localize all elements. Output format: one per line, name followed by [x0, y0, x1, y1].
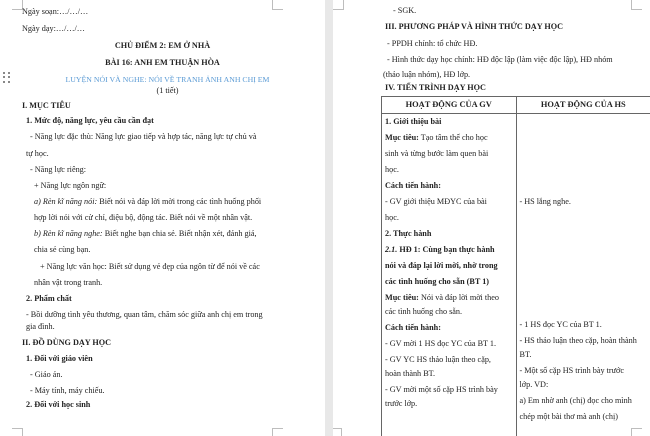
lesson-duration: (1 tiết) [156, 86, 179, 95]
section-heading-objectives: I. MỤC TIÊU [22, 101, 71, 110]
text-line: - 1 HS đọc YC của BT 1. [519, 320, 602, 329]
text-line: gia đình. [26, 322, 55, 331]
section-heading-process: IV. TIẾN TRÌNH DẠY HỌC [385, 83, 486, 92]
text-span: Nói và đáp lời mời theo [418, 293, 499, 302]
text-span: Biết nói và đáp lời mời trong các tình huống phối [97, 197, 262, 206]
text-span: Biết nghe bạn chia sẻ. Biết nhận xét, đánh giá, [102, 229, 257, 238]
activity-title: 2. Thực hành [385, 229, 432, 238]
text-line [34, 229, 257, 239]
theme-title: CHỦ ĐIỂM 2: EM Ở NHÀ [114, 41, 211, 50]
subheading-student: 2. Đối với học sinh [26, 400, 91, 409]
text-line: BT. [519, 350, 532, 359]
page-corner-mark [12, 428, 23, 436]
text-line: chia sẻ cùng bạn. [34, 245, 91, 254]
text-line: chép một bài thơ mà anh (chị) [519, 412, 618, 421]
text-line: các tình huống cho sẵn. [385, 307, 463, 316]
subheading-competencies: 1. Mức độ, năng lực, yêu cầu cần đạt [26, 116, 154, 125]
text-line: lớp. VD: [519, 380, 549, 389]
text-line: - Năng lực riêng: [30, 165, 87, 174]
page-corner-mark [333, 428, 342, 436]
date-prepared: Ngày soạn:…/…/… [22, 7, 89, 16]
table-row [382, 114, 650, 436]
page-gutter [325, 0, 333, 436]
text-span: HĐ 1: Cùng bạn thực hành [397, 245, 495, 254]
label: Mục tiêu: [385, 293, 419, 302]
text-line: trước lớp. [385, 399, 418, 408]
section-heading-methods: III. PHƯƠNG PHÁP VÀ HÌNH THỨC DẠY HỌC [385, 22, 564, 31]
page-corner-mark [272, 428, 283, 436]
text-line: - Hình thức dạy học chính: HĐ độc lập (làm việc độc lập), HĐ nhóm [387, 55, 613, 64]
column-header-student: HOẠT ĐỘNG CỦA HS [516, 97, 650, 114]
text-line: - GV mời một số cặp HS trình bày [385, 385, 498, 394]
lesson-title: BÀI 16: ANH EM THUẬN HÒA [105, 58, 220, 67]
text-line: các tình huống cho sẵn (BT 1) [385, 277, 490, 286]
page-corner-mark [631, 0, 642, 10]
text-line: học. [385, 165, 399, 174]
text-line: hợp lời nói với cử chỉ, điệu bộ, động tác. Biết nói về một nhân vật. [34, 213, 253, 222]
text-line: - Một số cặp HS trình bày trước [519, 366, 624, 375]
lesson-subtitle: LUYỆN NÓI VÀ NGHE: NÓI VỀ TRANH ẢNH ANH CHỊ EM [65, 75, 270, 84]
text-line: - GV YC HS thảo luận theo cặp, [385, 355, 491, 364]
text-line: - Máy tính, máy chiếu. [30, 386, 105, 395]
text-line [34, 197, 261, 207]
text-line [385, 293, 513, 303]
label: Mục tiêu: [385, 133, 419, 142]
text-line: + Năng lực văn học: Biết sử dụng vẻ đẹp của ngôn từ để nói về các [40, 262, 260, 271]
text-line [385, 245, 513, 255]
label: Cách tiến hành: [385, 323, 441, 332]
document-page-right [333, 0, 650, 436]
student-activity-cell [516, 114, 650, 436]
text-line: sinh và từng bước làm quen bài [385, 149, 489, 158]
label: Cách tiến hành: [385, 181, 441, 190]
text-line: - GV giới thiệu MĐYC của bài [385, 197, 487, 206]
text-line: - HS thảo luận theo cặp, hoàn thành [519, 336, 637, 345]
text-line: a) Em nhờ anh (chị) đọc cho mình [519, 396, 632, 405]
text-line: hoàn thành BT. [385, 369, 436, 378]
italic-label: b) Rèn kĩ năng nghe: [34, 229, 103, 238]
text-line: - SGK. [393, 6, 417, 15]
text-line: + Năng lực ngôn ngữ: [34, 181, 107, 190]
italic-label: a) Rèn kĩ năng nói: [34, 197, 98, 206]
text-span: Tạo tâm thế cho học [418, 133, 488, 142]
text-line: tự học. [26, 149, 49, 158]
page-corner-mark [272, 0, 283, 10]
subheading-qualities: 2. Phẩm chất [26, 294, 72, 303]
lesson-activity-table [381, 96, 650, 436]
subheading-teacher: 1. Đối với giáo viên [26, 354, 93, 363]
page-corner-mark [333, 0, 344, 10]
text-line: nhân vật trong tranh. [34, 278, 103, 287]
text-line: - GV mời 1 HS đọc YC của BT 1. [385, 339, 497, 348]
section-heading-materials: II. ĐỒ DÙNG DẠY HỌC [22, 338, 112, 347]
table-header-row [382, 97, 650, 114]
text-line: - Bồi dưỡng tình yêu thương, quan tâm, chăm sóc giữa anh chị em trong [26, 310, 263, 319]
text-line: (thảo luận nhóm), HĐ lớp. [383, 70, 471, 79]
date-taught: Ngày dạy:…/…/… [22, 24, 85, 33]
italic-label: 2.1. [385, 245, 398, 254]
text-line: - Năng lực đặc thù: Năng lực giao tiếp và hợp tác, năng lực tự chủ và [30, 132, 257, 141]
text-line: - Giáo án. [30, 370, 63, 379]
teacher-activity-cell [382, 114, 517, 436]
column-header-teacher: HOẠT ĐỘNG CỦA GV [382, 97, 517, 114]
text-line: học. [385, 213, 399, 222]
text-line [385, 133, 513, 143]
text-line: - PPDH chính: tổ chức HĐ. [387, 39, 478, 48]
text-line: nói và đáp lại lời mời, nhờ trong [385, 261, 498, 270]
activity-title: 1. Giới thiệu bài [385, 117, 442, 126]
text-line: - HS lắng nghe. [519, 197, 571, 206]
